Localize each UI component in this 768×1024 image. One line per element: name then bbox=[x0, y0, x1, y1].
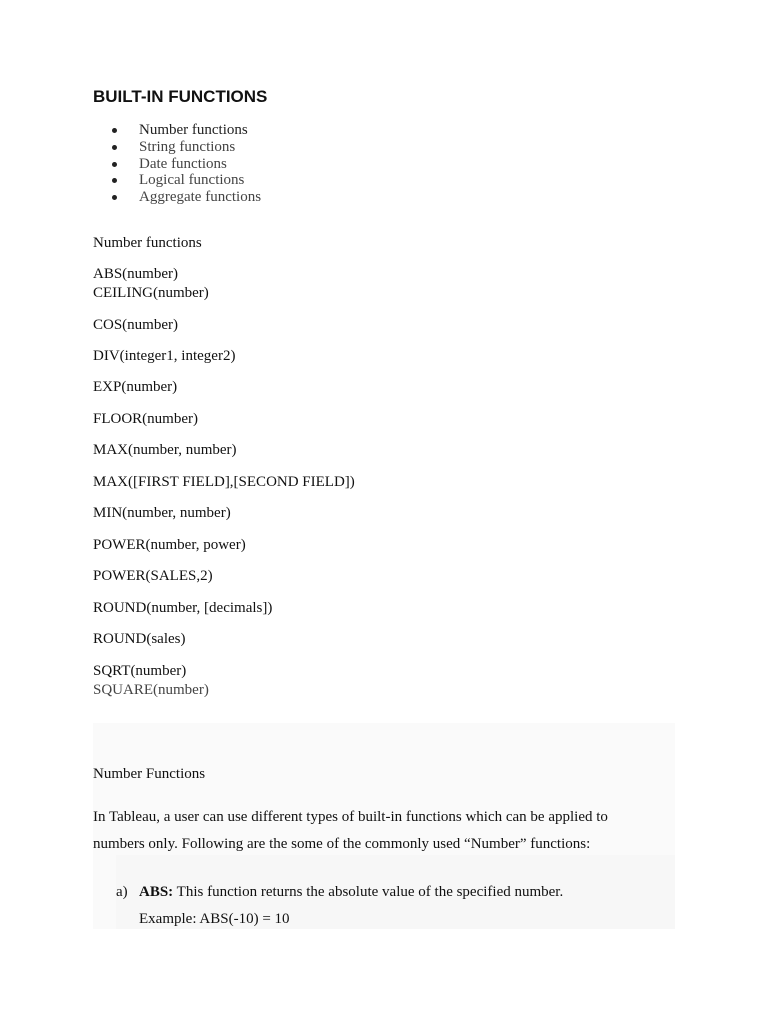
function-signature: COS(number) bbox=[93, 317, 178, 333]
function-signature: POWER(SALES,2) bbox=[93, 568, 213, 584]
bullet-icon bbox=[112, 128, 117, 133]
list-item bbox=[112, 139, 261, 156]
function-signature: DIV(integer1, integer2) bbox=[93, 348, 236, 364]
bullet-icon bbox=[112, 195, 117, 200]
bullet-icon bbox=[112, 162, 117, 167]
document-title: BUILT-IN FUNCTIONS bbox=[93, 87, 268, 106]
function-signature: EXP(number) bbox=[93, 379, 178, 395]
function-signature: ROUND(sales) bbox=[93, 631, 186, 647]
function-list-item bbox=[116, 884, 563, 901]
list-item-label: Logical functions bbox=[139, 172, 245, 189]
list-item-label: String functions bbox=[139, 138, 236, 155]
function-signature: MIN(number, number) bbox=[93, 505, 231, 521]
function-signature: ABS(number) bbox=[93, 266, 178, 282]
list-item bbox=[112, 189, 261, 206]
list-item bbox=[112, 172, 261, 189]
function-signature: ROUND(number, [decimals]) bbox=[93, 600, 273, 616]
function-signature: SQUARE(number) bbox=[93, 682, 209, 698]
list-item-label: Aggregate functions bbox=[139, 189, 262, 206]
list-item-label: Number functions bbox=[139, 122, 248, 138]
section-heading: Number functions bbox=[93, 235, 202, 251]
item-term: ABS: bbox=[139, 884, 174, 900]
panel-heading: Number Functions bbox=[93, 766, 206, 782]
list-marker: a) bbox=[116, 884, 128, 900]
list-item bbox=[112, 156, 261, 173]
function-category-list bbox=[112, 122, 261, 206]
function-signature: SQRT(number) bbox=[93, 663, 187, 679]
item-example: Example: ABS(-10) = 10 bbox=[139, 911, 290, 927]
function-signature: MAX([FIRST FIELD],[SECOND FIELD]) bbox=[93, 474, 355, 490]
list-item bbox=[112, 122, 261, 139]
bullet-icon bbox=[112, 145, 117, 150]
bullet-icon bbox=[112, 178, 117, 183]
item-description: This function returns the absolute value of the specified number. bbox=[176, 884, 564, 900]
list-item-label: Date functions bbox=[139, 155, 227, 172]
function-signature: CEILING(number) bbox=[93, 285, 209, 301]
panel-paragraph: In Tableau, a user can use different types of built-in functions which can be applied to numbers only. Following are the some of the commonly used “Number” functions: bbox=[93, 809, 608, 852]
function-signature: MAX(number, number) bbox=[93, 442, 237, 458]
function-signature: FLOOR(number) bbox=[93, 411, 198, 427]
function-signature: POWER(number, power) bbox=[93, 537, 246, 553]
